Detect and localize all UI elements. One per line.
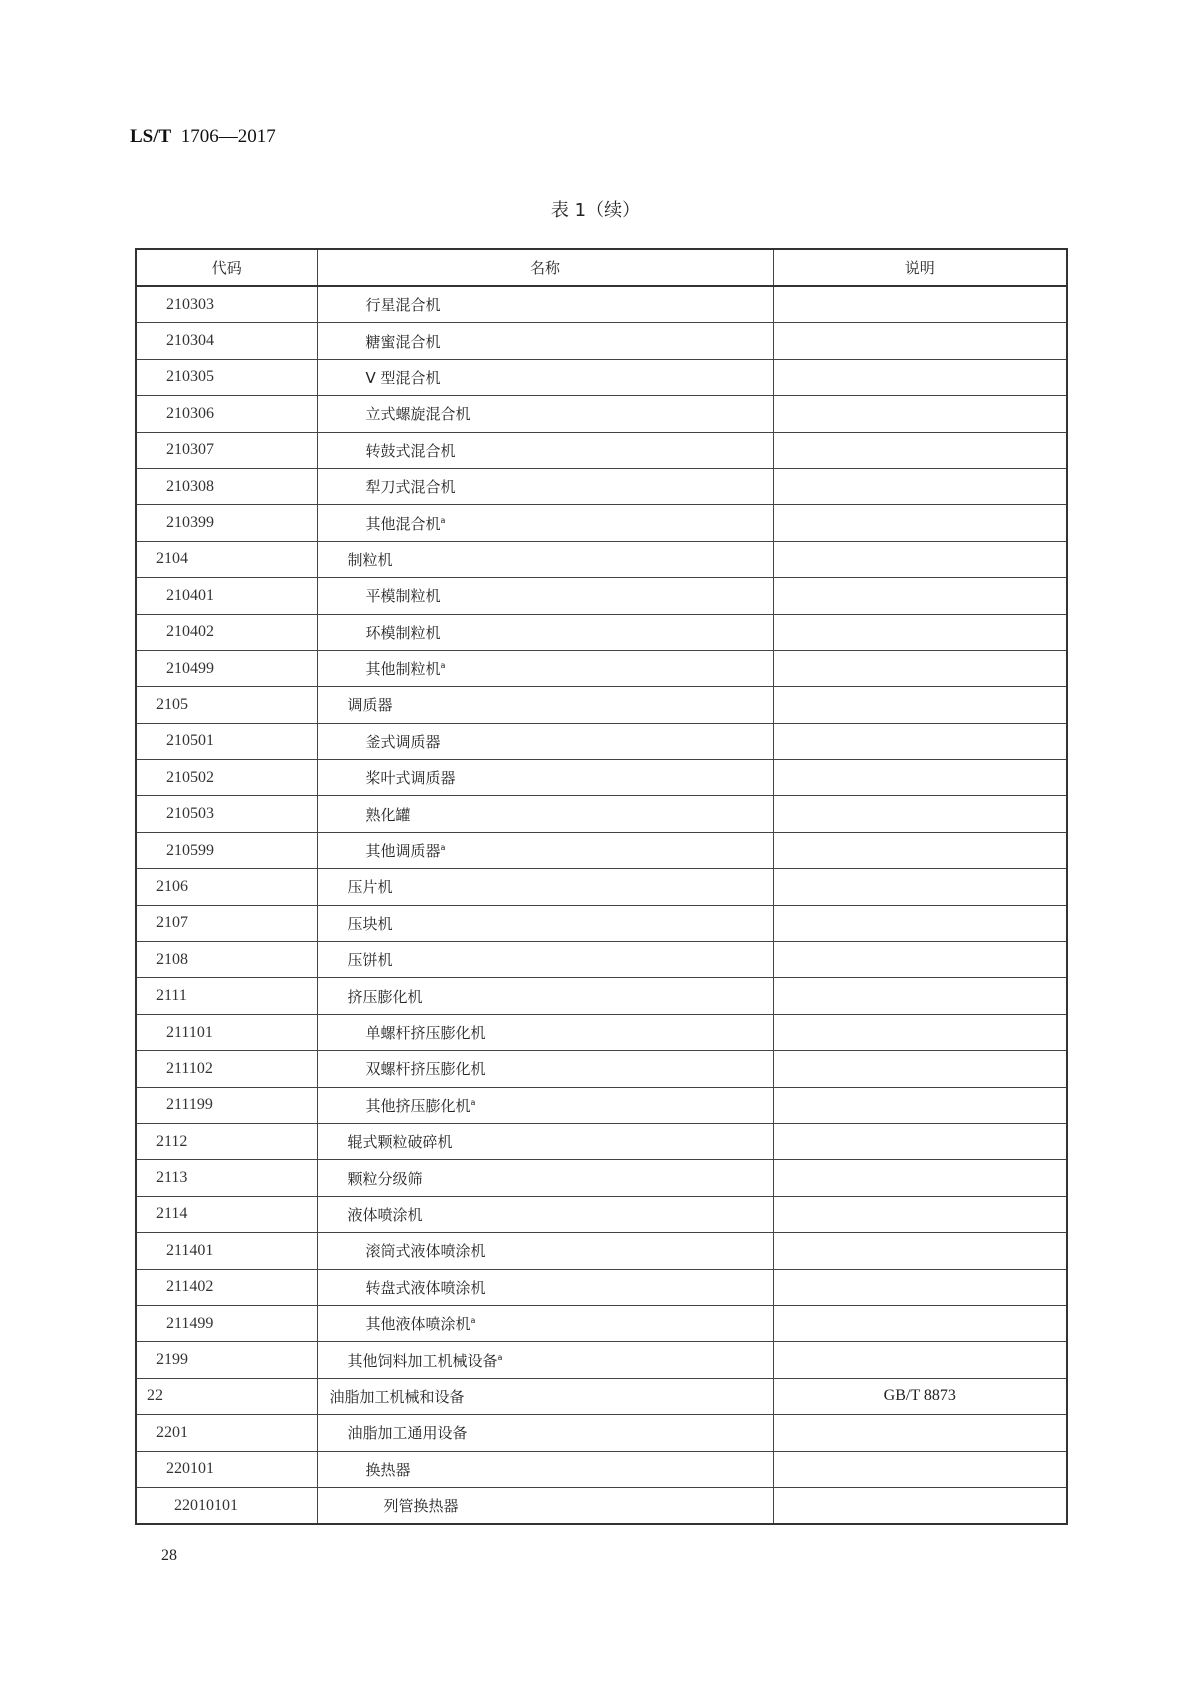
cell-note (773, 359, 1067, 395)
cell-note (773, 650, 1067, 686)
column-header-code: 代码 (136, 249, 317, 286)
cell-note (773, 687, 1067, 723)
cell-note (773, 869, 1067, 905)
cell-name (317, 796, 773, 832)
equipment-code-table (135, 248, 1068, 1525)
cell-note (773, 1051, 1067, 1087)
table-row (136, 468, 1067, 504)
table-row (136, 396, 1067, 432)
name-text: 桨叶式调质器 (365, 769, 456, 788)
cell-code: 2199 (136, 1342, 317, 1378)
name-text: 双螺杆挤压膨化机 (365, 1060, 486, 1079)
cell-note (773, 796, 1067, 832)
cell-note (773, 760, 1067, 796)
cell-name (317, 1160, 773, 1196)
column-header-note: 说明 (773, 249, 1067, 286)
name-text: 糖蜜混合机 (365, 332, 441, 351)
name-text: 压片机 (347, 878, 393, 897)
cell-name (317, 1196, 773, 1232)
cell-code: 2201 (136, 1415, 317, 1451)
cell-code: 211402 (136, 1269, 317, 1305)
cell-code: 2104 (136, 541, 317, 577)
cell-name (317, 1415, 773, 1451)
table-row (136, 1269, 1067, 1305)
cell-name (317, 760, 773, 796)
table-row (136, 505, 1067, 541)
table-row (136, 359, 1067, 395)
cell-note (773, 1342, 1067, 1378)
name-text: 压块机 (347, 914, 393, 933)
footnote-marker: a (470, 1316, 476, 1326)
name-text: 辊式颗粒破碎机 (347, 1133, 453, 1152)
cell-code: 22010101 (136, 1487, 317, 1524)
name-text: 挤压膨化机 (347, 987, 423, 1006)
name-text: 制粒机 (347, 550, 393, 569)
cell-code: 210402 (136, 614, 317, 650)
name-text: 平模制粒机 (365, 587, 441, 606)
cell-code: 210305 (136, 359, 317, 395)
cell-note: GB/T 8873 (773, 1378, 1067, 1414)
cell-note (773, 1233, 1067, 1269)
cell-code: 211102 (136, 1051, 317, 1087)
name-text: 换热器 (365, 1460, 411, 1479)
cell-note (773, 1269, 1067, 1305)
name-text: 立式螺旋混合机 (365, 405, 471, 424)
cell-code: 210499 (136, 650, 317, 686)
cell-name (317, 869, 773, 905)
footnote-marker: a (497, 1352, 503, 1362)
cell-code: 2105 (136, 687, 317, 723)
table-row (136, 978, 1067, 1014)
name-text: 转盘式液体喷涂机 (365, 1278, 486, 1297)
standard-number: 1706—2017 (180, 126, 276, 147)
standard-header (130, 126, 276, 148)
cell-code: 211401 (136, 1233, 317, 1269)
name-text: 其他挤压膨化机 (365, 1096, 471, 1115)
cell-note (773, 832, 1067, 868)
name-text: V 型混合机 (365, 368, 441, 387)
cell-name (317, 505, 773, 541)
table-row (136, 1196, 1067, 1232)
cell-note (773, 1123, 1067, 1159)
name-text: 其他调质器 (365, 842, 441, 861)
cell-note (773, 1451, 1067, 1487)
cell-code: 2107 (136, 905, 317, 941)
cell-name (317, 1014, 773, 1050)
name-text: 压饼机 (347, 951, 393, 970)
name-text: 单螺杆挤压膨化机 (365, 1024, 486, 1042)
cell-note (773, 323, 1067, 359)
cell-name (317, 1123, 773, 1159)
page-number: 28 (161, 1547, 177, 1564)
table-row (136, 942, 1067, 978)
name-text: 其他制粒机 (365, 660, 441, 679)
cell-note (773, 1196, 1067, 1232)
footnote-marker: a (440, 515, 446, 525)
name-text: 油脂加工机械和设备 (329, 1387, 465, 1406)
table-row (136, 650, 1067, 686)
name-text: 液体喷涂机 (347, 1205, 423, 1224)
cell-name (317, 1233, 773, 1269)
name-text: 转鼓式混合机 (365, 441, 456, 460)
cell-name (317, 323, 773, 359)
cell-code: 210307 (136, 432, 317, 468)
cell-name (317, 723, 773, 759)
table-row (136, 905, 1067, 941)
cell-code: 22 (136, 1378, 317, 1414)
name-text: 其他液体喷涂机 (365, 1315, 471, 1334)
table-row (136, 1342, 1067, 1378)
cell-name (317, 286, 773, 323)
cell-note (773, 978, 1067, 1014)
cell-code: 210303 (136, 286, 317, 323)
table-row (136, 578, 1067, 614)
table-row (136, 1487, 1067, 1524)
table-row (136, 1051, 1067, 1087)
cell-name (317, 468, 773, 504)
cell-note (773, 286, 1067, 323)
cell-note (773, 614, 1067, 650)
cell-note (773, 1014, 1067, 1050)
footnote-marker: a (470, 1097, 476, 1107)
name-text: 其他混合机 (365, 514, 441, 533)
cell-code: 2106 (136, 869, 317, 905)
name-text: 油脂加工通用设备 (347, 1424, 468, 1443)
name-text: 釜式调质器 (365, 732, 441, 751)
cell-note (773, 468, 1067, 504)
table-header-row (136, 249, 1067, 286)
cell-code: 210399 (136, 505, 317, 541)
cell-note (773, 396, 1067, 432)
cell-name (317, 1451, 773, 1487)
cell-note (773, 905, 1067, 941)
cell-note (773, 578, 1067, 614)
cell-code: 211199 (136, 1087, 317, 1123)
cell-code: 2112 (136, 1123, 317, 1159)
cell-code: 2114 (136, 1196, 317, 1232)
name-text: 列管换热器 (383, 1497, 459, 1516)
cell-name (317, 1087, 773, 1123)
table-row (136, 1160, 1067, 1196)
cell-name (317, 578, 773, 614)
cell-name (317, 1305, 773, 1341)
table-row (136, 1087, 1067, 1123)
standard-prefix: LS/T (130, 126, 172, 147)
cell-code: 210401 (136, 578, 317, 614)
table-title: 表 1（续） (550, 200, 641, 221)
table-row (136, 1233, 1067, 1269)
cell-name (317, 1051, 773, 1087)
cell-name (317, 1269, 773, 1305)
cell-code: 2113 (136, 1160, 317, 1196)
name-text: 行星混合机 (365, 296, 441, 315)
cell-name (317, 432, 773, 468)
table-row (136, 760, 1067, 796)
name-text: 调质器 (347, 696, 393, 715)
cell-name (317, 978, 773, 1014)
cell-code: 210501 (136, 723, 317, 759)
table-row (136, 832, 1067, 868)
cell-code: 211499 (136, 1305, 317, 1341)
cell-name (317, 832, 773, 868)
name-text: 环模制粒机 (365, 623, 441, 642)
cell-note (773, 505, 1067, 541)
table-row (136, 1415, 1067, 1451)
cell-name (317, 905, 773, 941)
table-row (136, 286, 1067, 323)
footnote-marker: a (440, 661, 446, 671)
cell-name (317, 650, 773, 686)
cell-name (317, 687, 773, 723)
column-header-name: 名称 (317, 249, 773, 286)
cell-code: 210308 (136, 468, 317, 504)
cell-note (773, 942, 1067, 978)
cell-note (773, 1160, 1067, 1196)
table-row (136, 432, 1067, 468)
cell-code: 210599 (136, 832, 317, 868)
cell-note (773, 1305, 1067, 1341)
table-row (136, 1378, 1067, 1414)
table-row (136, 323, 1067, 359)
cell-note (773, 541, 1067, 577)
cell-note (773, 1415, 1067, 1451)
cell-name (317, 942, 773, 978)
cell-name (317, 541, 773, 577)
table-row (136, 614, 1067, 650)
cell-note (773, 1487, 1067, 1524)
table-row (136, 687, 1067, 723)
cell-note (773, 432, 1067, 468)
cell-code: 2111 (136, 978, 317, 1014)
cell-name (317, 614, 773, 650)
cell-name (317, 1342, 773, 1378)
name-text: 颗粒分级筛 (347, 1169, 423, 1188)
cell-code: 210502 (136, 760, 317, 796)
cell-note (773, 723, 1067, 759)
table-row (136, 723, 1067, 759)
cell-code: 211101 (136, 1014, 317, 1050)
name-text: 犁刀式混合机 (365, 478, 456, 497)
cell-code: 220101 (136, 1451, 317, 1487)
table-row (136, 1014, 1067, 1050)
name-text: 滚筒式液体喷涂机 (365, 1242, 486, 1261)
table-row (136, 796, 1067, 832)
cell-name (317, 359, 773, 395)
name-text: 其他饲料加工机械设备 (347, 1351, 498, 1370)
name-text: 熟化罐 (365, 805, 411, 824)
table-row (136, 1123, 1067, 1159)
cell-code: 210503 (136, 796, 317, 832)
cell-name (317, 1378, 773, 1414)
cell-code: 210306 (136, 396, 317, 432)
cell-code: 2108 (136, 942, 317, 978)
footnote-marker: a (440, 843, 446, 853)
cell-note (773, 1087, 1067, 1123)
cell-code: 210304 (136, 323, 317, 359)
cell-name (317, 396, 773, 432)
table-row (136, 1451, 1067, 1487)
table-row (136, 1305, 1067, 1341)
table-row (136, 869, 1067, 905)
cell-name (317, 1487, 773, 1524)
table-row (136, 541, 1067, 577)
